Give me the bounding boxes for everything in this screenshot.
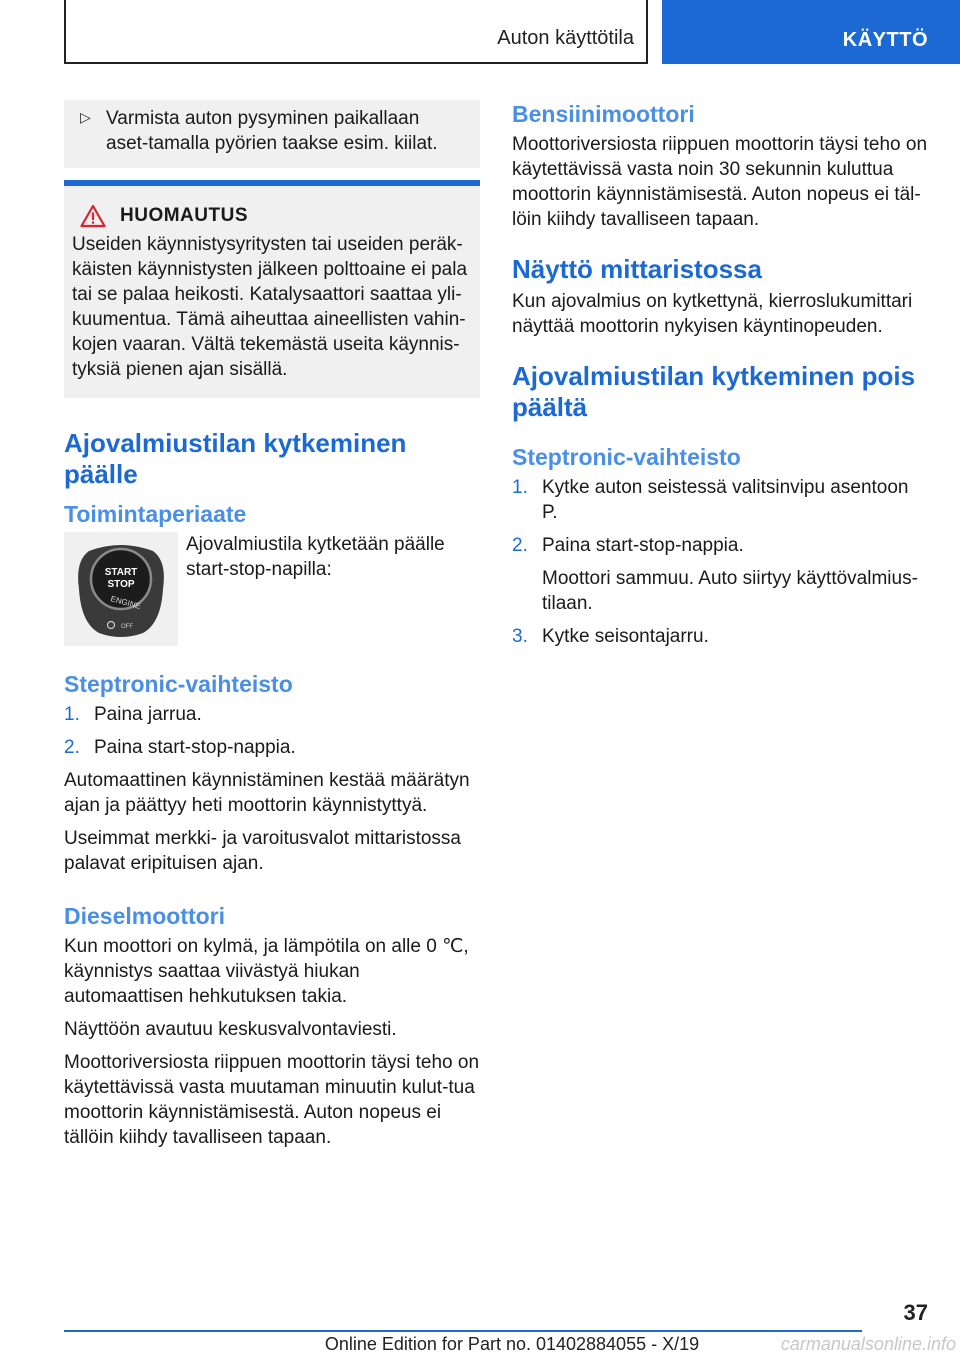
footer-edition: Online Edition for Part no. 01402884055 - X/19 (324, 1334, 700, 1354)
svg-text:STOP: STOP (107, 579, 135, 590)
bensiini-paragraph: Moottoriversiosta riippuen moottorin täysi teho on käytettävissä vasta noin 30 sekunnin kuluttua moottorin käynnistämisestä. Auton nopeus ei täl-löin kiihdy tavalliseen tapaan. (512, 134, 928, 230)
footer-divider (64, 1330, 862, 1332)
list-item (64, 735, 480, 760)
step-text: Paina start-stop-nappia. (542, 535, 744, 556)
heading-naytto-mittaristossa: Näyttö mittaristossa (512, 254, 762, 284)
notice-text: Useiden käynnistysyritysten tai useiden peräk-käisten käynnistysten jälkeen polttoaine ei pala tai se palaa heikosti. Katalysaattori saattaa yli-kuumentua. Tämä aiheuttaa aineellisten vahin-kojen vaaran. Vältä tekemästä useita käynnis-tyksiä pienen ajan sisällä. (72, 234, 468, 380)
steptronic-paragraph-2: Useimmat merkki- ja varoitusvalot mittaristossa palavat eripituisen ajan. (64, 828, 461, 874)
list-item (64, 702, 480, 727)
left-column (64, 100, 480, 1158)
list-item (512, 624, 928, 649)
heading-steptronic: Steptronic-vaihteisto (64, 671, 293, 697)
chapter-tab[interactable] (662, 0, 960, 64)
notice-label: HUOMAUTUS (120, 205, 248, 226)
right-column (512, 100, 928, 657)
diesel-paragraph-1: Kun moottori on kylmä, ja lämpötila on alle 0 ℃, käynnistys saattaa viivästyä hiukan automaattisen hehkutuksen takia. (64, 936, 469, 1007)
svg-text:ENGINE: ENGINE (109, 594, 142, 611)
step-number: 2. (512, 535, 528, 556)
step-text: Varmista auton pysyminen paikallaan aset-tamalla pyörien taakse esim. kiilat. (106, 108, 438, 154)
step-number: 1. (512, 477, 528, 498)
heading-steptronic-pois: Steptronic-vaihteisto (512, 444, 741, 470)
start-stop-illustration-row (64, 532, 480, 646)
svg-text:OFF: OFF (121, 624, 133, 630)
diesel-paragraph-2: Näyttöön avautuu keskusvalvontaviesti. (64, 1019, 397, 1040)
step-number: 3. (512, 626, 528, 647)
step-text: Paina start-stop-nappia. (94, 737, 296, 758)
heading-ajovalmius-paalle: Ajovalmiustilan kytkeminen päälle (64, 428, 407, 489)
step-box (64, 100, 480, 168)
step-number: 1. (64, 704, 80, 725)
step-text: Kytke auton seistessä valitsinvipu asentoon P. (542, 477, 909, 523)
heading-toimintaperiaate: Toimintaperiaate (64, 501, 247, 527)
warning-triangle-icon (80, 204, 106, 228)
step-text: Kytke seisontajarru. (542, 626, 709, 647)
list-item (512, 475, 928, 525)
start-stop-button-icon (69, 537, 173, 641)
notice-box (64, 180, 480, 398)
toimintaperiaate-text: Ajovalmiustila kytketään päälle start-stop-napilla: (186, 534, 445, 580)
step-extra-text: Moottori sammuu. Auto siirtyy käyttövalmius-tilaan. (542, 568, 918, 614)
list-item (512, 533, 928, 616)
heading-dieselmoottori: Dieselmoottori (64, 903, 226, 929)
heading-bensiinimoottori: Bensiinimoottori (512, 101, 695, 127)
header-section-box (64, 0, 648, 64)
triangle-bullet-icon: ▷ (80, 109, 91, 125)
svg-text:START: START (104, 567, 138, 578)
step-text: Paina jarrua. (94, 704, 202, 725)
diesel-paragraph-3: Moottoriversiosta riippuen moottorin täysi teho on käytettävissä vasta muutaman minuutin kulut-tua moottorin käynnistämisestä. Auton nopeus ei tällöin kiihdy tavalliseen tapaan. (64, 1052, 480, 1148)
step-body (542, 533, 928, 616)
heading-ajovalmius-pois: Ajovalmiustilan kytkeminen pois päältä (512, 361, 916, 422)
chapter-tab-label: KÄYTTÖ (842, 29, 928, 51)
pois-steps (512, 475, 928, 649)
watermark: carmanualsonline.info (780, 1334, 956, 1354)
naytto-paragraph: Kun ajovalmius on kytkettynä, kierroslukumittari näyttää moottorin nykyisen käyntinopeuden. (512, 291, 913, 337)
steptronic-steps (64, 702, 480, 760)
start-stop-button-image (64, 532, 178, 646)
section-title: Auton käyttötila (497, 27, 634, 49)
steptronic-paragraph-1: Automaattinen käynnistäminen kestää määrätyn ajan ja päättyy heti moottorin käynnistyttyä. (64, 770, 470, 816)
notice-header (80, 204, 472, 228)
step-number: 2. (64, 737, 80, 758)
page-number: 37 (903, 1300, 928, 1325)
